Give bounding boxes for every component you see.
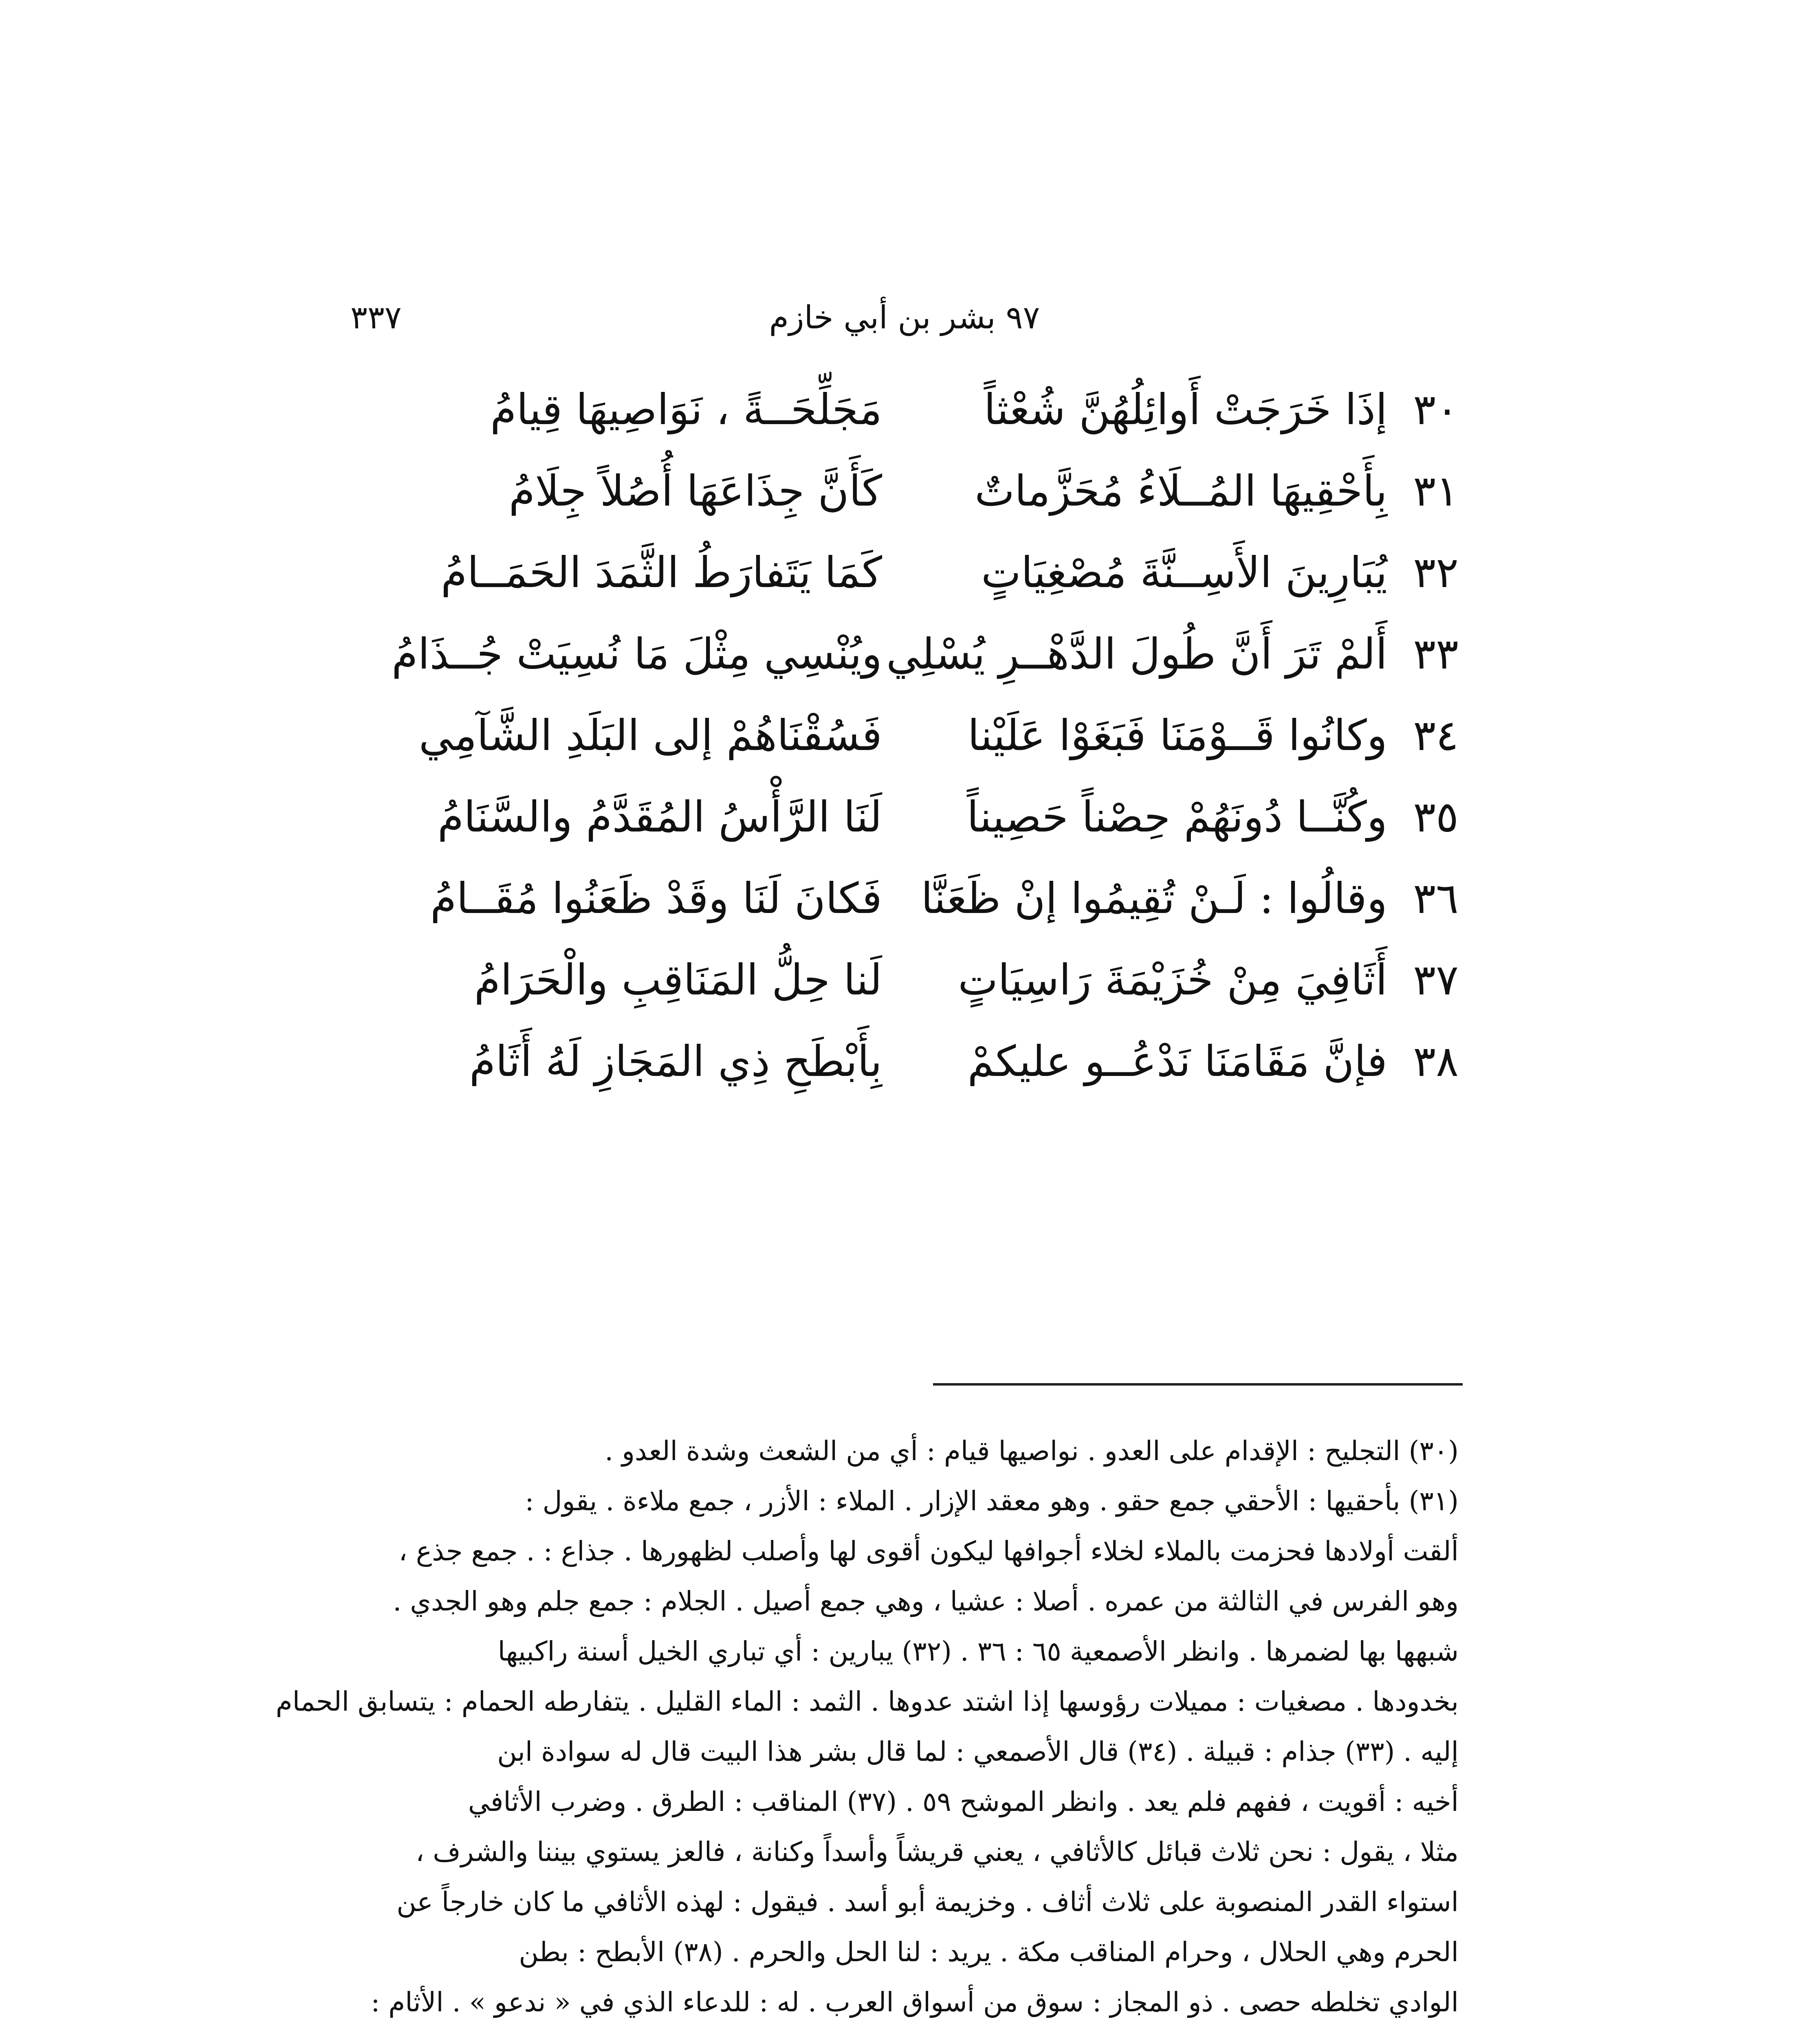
footnotes: [275, 1426, 1459, 2037]
page-title: ٩٧ بشر بن أبي خازم: [769, 299, 1040, 336]
verse-38: [350, 1021, 1459, 1102]
verse-second-hemistich: فَسُقْنَاهُمْ إلى البَلَدِ الشَّآمِي: [418, 711, 882, 760]
verse-first-hemistich: وكُنَّــا دُونَهُمْ حِصْناً حَصِيناً: [966, 792, 1387, 842]
verse-first-hemistich: بِأَحْقِيهَا المُــلَاءُ مُحَزَّماتٌ: [975, 466, 1387, 516]
page-number: ٣٣٧: [350, 299, 402, 336]
footnote-line: الحرم وهي الحلال ، وحرام المناقب مكة . يريد : لنا الحل والحرم . (٣٨) الأبطح : بطن: [519, 1936, 1459, 1968]
footnote-line: استواء القدر المنصوبة على ثلاث أثاف . وخزيمة أبو أسد . فيقول : لهذه الأثافي ما كان خارجاً عن: [396, 1886, 1459, 1918]
verse-number: ٣٦: [1413, 873, 1459, 923]
footnote-line: أخيه : أقويت ، ففهم فلم يعد . وانظر الموشح ٥٩ . (٣٧) المناقب : الطرق . وضرب الأثافي: [468, 1786, 1459, 1817]
verse-first-hemistich: إذَا خَرَجَتْ أَوائِلُهُنَّ شُعْثاً: [984, 385, 1387, 434]
footnote-line: [350, 2027, 1459, 2037]
footnote-line: وهو الفرس في الثالثة من عمره . أصلا : عشيا ، وهي جمع أصيل . الجلام : جمع جلم وهو الجدي .: [393, 1586, 1459, 1617]
verse-number: ٣٨: [1413, 1036, 1459, 1086]
verse-36: [350, 858, 1459, 939]
verse-number: ٣٠: [1413, 385, 1459, 434]
verse-first-hemistich: أَلمْ تَرَ أَنَّ طُولَ الدَّهْــرِ يُسْلِي: [886, 629, 1387, 679]
verse-first-hemistich: يُبَارِينَ الأَسِــنَّةَ مُصْغِيَاتٍ: [981, 548, 1387, 597]
verse-first-hemistich: أَثَافِيَ مِنْ خُزَيْمَةَ رَاسِيَاتٍ: [958, 955, 1387, 1005]
verse-second-hemistich: كَأَنَّ جِذَاعَهَا أُصُلاً جِلَامُ: [508, 466, 882, 516]
verse-second-hemistich: مَجَلِّحَــةً ، نَوَاصِيهَا قِيامُ: [490, 385, 882, 434]
verse-30: [350, 369, 1459, 450]
footnote-line: الوادي تخلطه حصى . ذو المجاز : سوق من أسواق العرب . له : للدعاء الذي في « ندعو » . الأثام :: [371, 1986, 1459, 2018]
verse-34: [350, 695, 1459, 776]
verse-number: ٣٢: [1413, 548, 1459, 597]
verse-35: [350, 776, 1459, 858]
footnote-separator: [933, 1383, 1463, 1386]
verse-number: ٣١: [1413, 466, 1459, 516]
footnote-line: إليه . (٣٣) جذام : قبيلة . (٣٤) قال الأصمعي : لما قال بشر هذا البيت قال له سوادة ابن: [497, 1736, 1459, 1767]
verse-32: [350, 532, 1459, 613]
footnote-line: شبهها بها لضمرها . وانظر الأصمعية ٦٥ : ٣٦ . (٣٢) يبارين : أي تباري الخيل أسنة راكبيها: [497, 1636, 1459, 1667]
verse-second-hemistich: كَمَا يَتَفارَطُ الثَّمَدَ الحَمَــامُ: [440, 548, 882, 597]
verse-second-hemistich: ويُنْسِي مِثْلَ مَا نُسِيَتْ جُــذَامُ: [392, 629, 882, 679]
verse-number: ٣٣: [1413, 629, 1459, 679]
verse-second-hemistich: لَنَا الرَّأْسُ المُقَدَّمُ والسَّنَامُ: [437, 792, 882, 842]
verse-37: [350, 939, 1459, 1021]
page-header: [350, 293, 1459, 342]
verse-31: [350, 450, 1459, 532]
verse-number: ٣٥: [1413, 792, 1459, 842]
verse-second-hemistich: لَنا حِلُّ المَنَاقِبِ والْحَرَامُ: [474, 955, 882, 1005]
verse-33: [350, 613, 1459, 695]
verse-first-hemistich: وكانُوا قَــوْمَنَا فَبَغَوْا عَلَيْنا: [967, 711, 1387, 760]
verse-number: ٣٤: [1413, 711, 1459, 760]
verse-first-hemistich: فإنَّ مَقَامَنَا نَدْعُــو عليكمْ: [967, 1036, 1387, 1086]
verse-second-hemistich: فَكانَ لَنَا وقَدْ ظَعَنُوا مُقَــامُ: [430, 873, 882, 923]
verse-first-hemistich: وقالُوا : لَـنْ تُقِيمُوا إنْ ظَعَنَّا: [921, 873, 1387, 923]
footnote-line: مثلا ، يقول : نحن ثلاث قبائل كالأثافي ، يعني قريشاً وأسداً وكنانة ، فالعز يستوي بيننا والشرف ،: [416, 1836, 1459, 1868]
poem-verses: [350, 369, 1459, 1518]
verse-number: ٣٧: [1413, 955, 1459, 1005]
footnote-line: (٣١) بأحقيها : الأحقي جمع حقو . وهو معقد الإزار . الملاء : الأزر ، جمع ملاءة . يقول :: [525, 1485, 1459, 1517]
footnote-line: (٣٠) التجليح : الإقدام على العدو . نواصيها قيام : أي من الشعث وشدة العدو .: [605, 1435, 1459, 1467]
footnote-line: ألقت أولادها فحزمت بالملاء لخلاء أجوافها ليكون أقوى لها وأصلب لظهورها . جذاع : . جمع جذع ،: [398, 1535, 1459, 1567]
footnote-line: بخدودها . مصغيات : مميلات رؤوسها إذا اشتد عدوها . الثمد : الماء القليل . يتفارطه الحمام : يتسابق الحمام: [275, 1686, 1459, 1717]
verse-second-hemistich: بِأَبْطَحِ ذِي المَجَازِ لَهُ أَثَامُ: [469, 1036, 882, 1086]
